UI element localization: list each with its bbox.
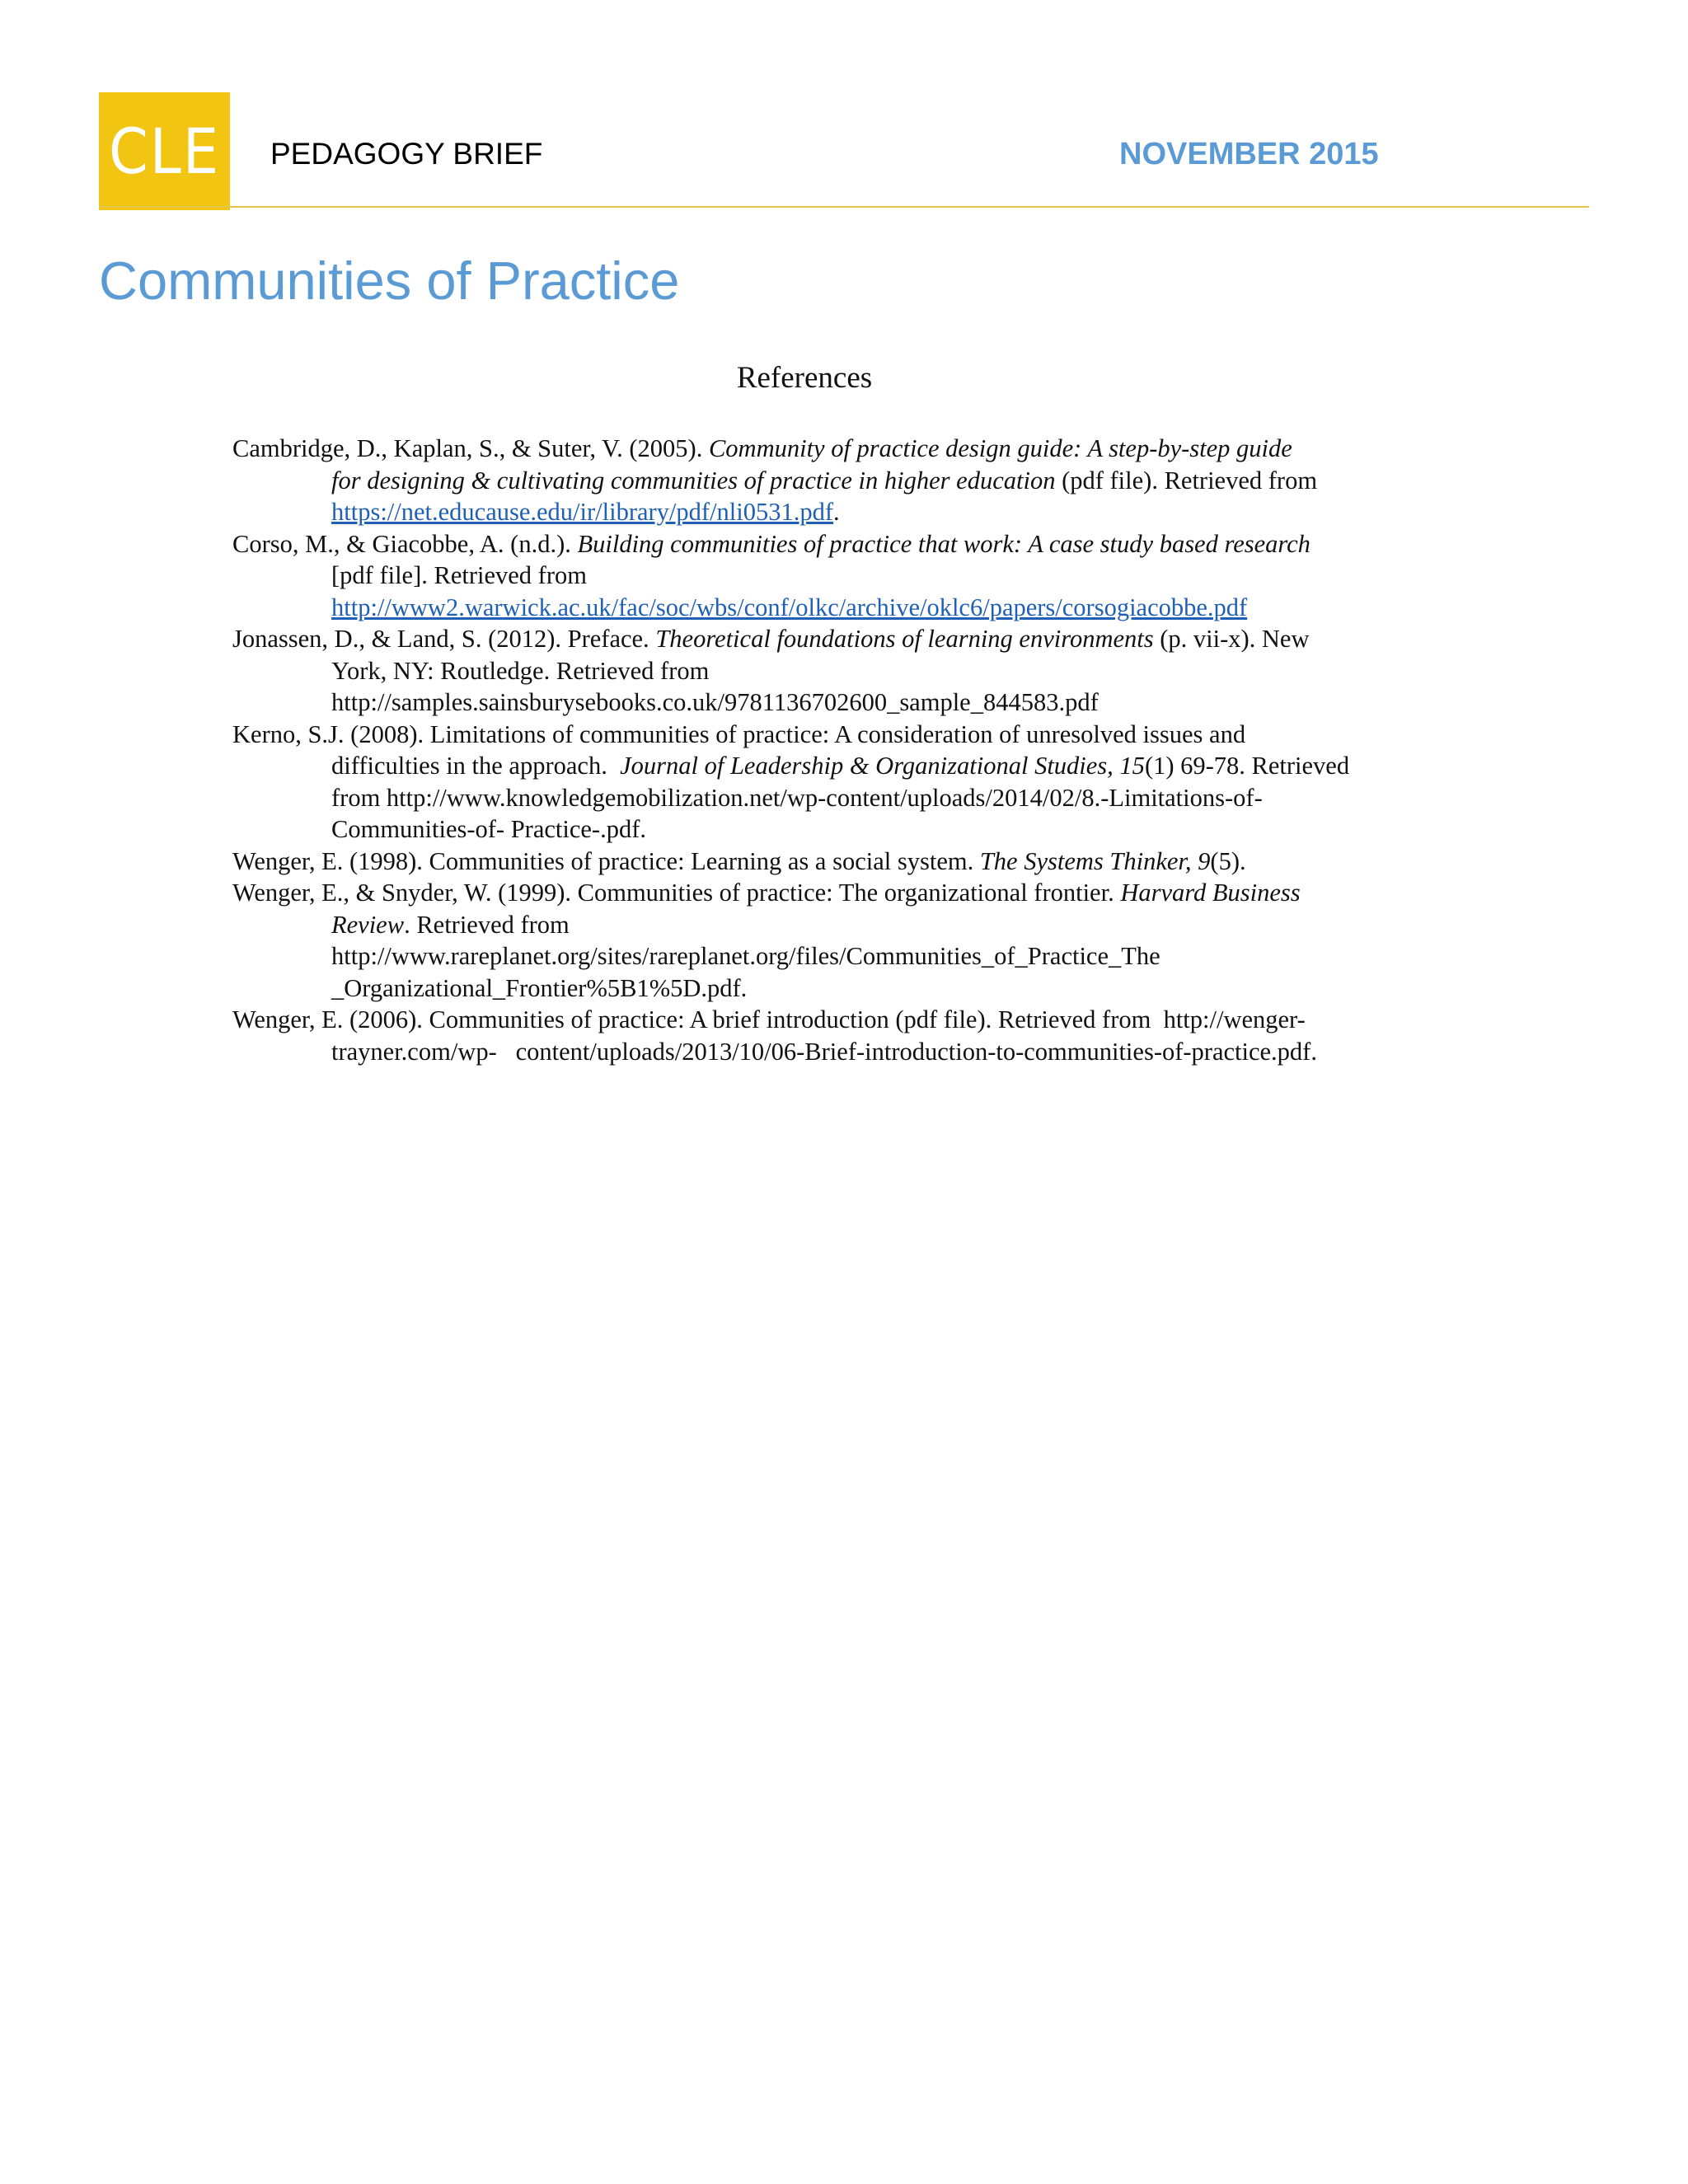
references-heading: References — [736, 361, 873, 395]
cle-logo — [99, 92, 230, 210]
references-list — [232, 433, 1444, 1067]
reference-item: Jonassen, D., & Land, S. (2012). Preface. Theoretical foundations of learning environments (p. vii-x). New York, NY: Routledge. Retrieved from http://samples.sainsburysebooks.co.uk/9781136702600_sample_844583.pdf — [232, 625, 1310, 716]
reference-item: Cambridge, D., Kaplan, S., & Suter, V. (2005). Community of practice design guide: A step-by-step guide for designing & cultivating communities of practice in higher education (pdf file). Retrieved from https://net.educause.edu/ir/library/pdf/nli0531.pdf. — [232, 434, 1318, 526]
logo-text: CLE — [108, 115, 221, 188]
reference-item: Wenger, E., & Snyder, W. (1999). Communities of practice: The organizational frontier. Harvard Business Review. Retrieved from http://www.rareplanet.org/sites/rareplanet.org/files/Communities_of_Practice_The _Organizational_Frontier%5B1%5D.pdf. — [232, 879, 1301, 1002]
reference-item: Wenger, E. (1998). Communities of practice: Learning as a social system. The Systems Thinker, 9(5). — [232, 846, 1246, 875]
page-title: Communities of Practice — [99, 251, 680, 311]
reference-link[interactable]: https://net.educause.edu/ir/library/pdf/nli0531.pdf — [331, 498, 834, 526]
reference-link[interactable]: http://www2.warwick.ac.uk/fac/soc/wbs/conf/olkc/archive/oklc6/papers/corsogiacobbe.pdf — [331, 593, 1248, 621]
reference-item: Corso, M., & Giacobbe, A. (n.d.). Building communities of practice that work: A case study based research [pdf file]. Retrieved from http://www2.warwick.ac.uk/fac/soc/wbs/conf/olkc/archive/oklc6/papers/corsogiacobbe.pdf — [232, 529, 1311, 621]
reference-item: Wenger, E. (2006). Communities of practice: A brief introduction (pdf file). Retrieved from http://wenger- trayner.com/wp- content/uploads/2013/10/06-Brief-introduction-to-communities-of-practice.pdf. — [232, 1005, 1317, 1066]
reference-item: Kerno, S.J. (2008). Limitations of communities of practice: A consideration of unresolved issues and difficulties in the approach. Journal of Leadership & Organizational Studies, 15(1) 69-78. Retrieved from http://www.knowledgemobilization.net/wp-content/uploads/2014/02/8.-Limitations-of- Communities-of- Practice-.pdf. — [232, 719, 1350, 843]
brief-label: PEDAGOGY BRIEF — [270, 137, 543, 171]
date-label: NOVEMBER 2015 — [1119, 137, 1379, 171]
header-divider — [99, 206, 1589, 208]
